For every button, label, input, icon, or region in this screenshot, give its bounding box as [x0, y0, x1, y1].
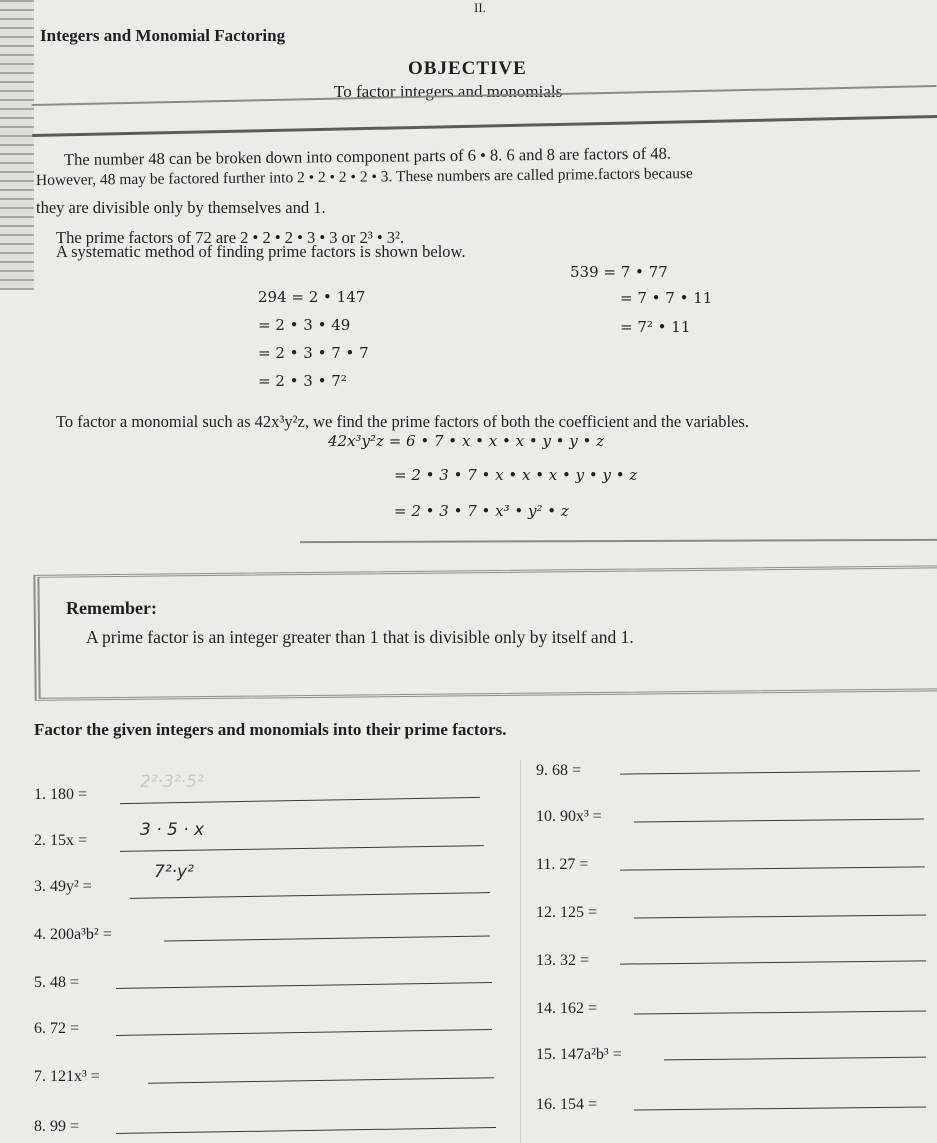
problem-number: 1. — [34, 786, 46, 803]
problem-number: 3. — [34, 878, 46, 895]
problem-number: 8. — [34, 1118, 46, 1135]
problem-expression: 99 = — [50, 1118, 80, 1135]
remember-text: A prime factor is an integer greater than 1 that is divisible only by itself and 1. — [86, 627, 634, 647]
monomial-step: = 2 • 3 • 7 • x • x • x • y • y • z — [394, 466, 638, 484]
objective-text: To factor integers and monomials — [334, 82, 563, 101]
answer-line[interactable] — [634, 914, 926, 918]
answer-line[interactable] — [116, 982, 492, 989]
monomial-intro: To factor a monomial such as 42x³y²z, we find the prime factors of both the coefficient and the variables. — [56, 412, 749, 431]
intro-line-2: However, 48 may be factored further into 2 • 2 • 2 • 2 • 3. These numbers are called prime.factors because — [35, 165, 693, 189]
problem-9 — [536, 762, 581, 780]
problem-expression: 49y² = — [50, 878, 92, 895]
example-539-step: 539 = 7 • 77 — [570, 263, 668, 281]
problem-10 — [536, 808, 602, 826]
example-294-step: = 2 • 3 • 7 • 7 — [258, 344, 369, 362]
page-label: II. — [474, 0, 486, 15]
answer-line[interactable] — [620, 960, 926, 964]
problem-number: 11. — [536, 856, 556, 873]
problem-expression: 68 = — [552, 762, 582, 779]
problem-number: 6. — [34, 1020, 46, 1037]
answer-line[interactable] — [116, 1127, 496, 1134]
answer-line[interactable] — [634, 818, 924, 822]
problem-expression: 162 = — [560, 1000, 598, 1017]
problem-number: 14. — [536, 1000, 556, 1017]
example-539-step: = 7 • 7 • 11 — [620, 289, 713, 307]
intro-line-4: The prime factors of 72 are 2 • 2 • 2 • 3 • 3 or 2³ • 3². — [56, 228, 405, 247]
answer-line[interactable] — [620, 770, 920, 774]
answer-line[interactable] — [634, 1010, 926, 1014]
answer-line[interactable] — [164, 935, 490, 941]
column-divider — [520, 760, 521, 1143]
example-539-step: = 7² • 11 — [620, 318, 691, 336]
answer-line[interactable] — [120, 797, 480, 804]
problem-expression: 90x³ = — [560, 808, 602, 825]
problem-number: 2. — [34, 832, 46, 849]
binding-edge — [0, 0, 34, 290]
problem-3 — [34, 878, 92, 896]
section-divider — [300, 539, 937, 543]
intro-line-3: they are divisible only by themselves and 1. — [36, 198, 326, 217]
answer-text: 3 · 5 · x — [140, 820, 205, 840]
problem-expression: 27 = — [559, 856, 589, 873]
example-294-step: = 2 • 3 • 7² — [258, 372, 347, 390]
page-title: Integers and Monomial Factoring — [40, 26, 286, 45]
problem-1 — [34, 786, 87, 804]
problem-7 — [34, 1068, 100, 1086]
monomial-step: = 2 • 3 • 7 • x³ • y² • z — [394, 502, 569, 520]
answer-text: 2²·3²·5² — [140, 772, 204, 792]
problem-14 — [536, 1000, 597, 1018]
problem-6 — [34, 1020, 79, 1038]
answer-line[interactable] — [620, 866, 925, 870]
problem-number: 7. — [34, 1068, 46, 1085]
problem-number: 9. — [536, 762, 548, 779]
answer-line[interactable] — [148, 1077, 494, 1083]
intro-line-1: The number 48 can be broken down into component parts of 6 • 8. 6 and 8 are factors of 48. — [63, 143, 672, 169]
problem-expression: 72 = — [50, 1020, 80, 1037]
problem-expression: 154 = — [560, 1096, 598, 1113]
problem-15 — [536, 1046, 622, 1064]
answer-line[interactable] — [116, 1029, 492, 1036]
problem-expression: 15x = — [50, 832, 88, 849]
remember-title: Remember: — [66, 598, 157, 618]
problem-5 — [34, 974, 79, 992]
example-294-step: = 2 • 3 • 49 — [258, 316, 351, 334]
monomial-step: 42x³y²z = 6 • 7 • x • x • x • y • y • z — [328, 432, 605, 450]
problem-11 — [536, 856, 588, 874]
problem-expression: 121x³ = — [50, 1068, 100, 1085]
problem-4 — [34, 926, 112, 944]
answer-text: 7²·y² — [154, 862, 194, 882]
intro-line-5: A systematic method of finding prime factors is shown below. — [56, 242, 466, 261]
answer-line[interactable] — [130, 892, 490, 899]
problem-number: 15. — [536, 1046, 556, 1063]
problem-number: 12. — [536, 904, 556, 921]
problem-13 — [536, 952, 589, 970]
problem-12 — [536, 904, 597, 922]
problem-expression: 125 = — [560, 904, 598, 921]
problem-number: 13. — [536, 952, 556, 969]
problem-number: 5. — [34, 974, 46, 991]
problem-number: 4. — [34, 926, 46, 943]
problem-expression: 200a³b² = — [50, 926, 112, 943]
problem-expression: 32 = — [560, 952, 590, 969]
problem-number: 10. — [536, 808, 556, 825]
example-294-step: 294 = 2 • 147 — [258, 288, 366, 306]
problem-expression: 180 = — [50, 786, 88, 803]
problem-16 — [536, 1096, 597, 1114]
problem-number: 16. — [536, 1096, 556, 1113]
objective-heading: OBJECTIVE — [408, 58, 527, 79]
instructions: Factor the given integers and monomials into their prime factors. — [34, 720, 507, 739]
problem-8 — [34, 1118, 79, 1136]
problem-2 — [34, 832, 87, 850]
answer-line[interactable] — [634, 1106, 926, 1110]
answer-line[interactable] — [120, 845, 484, 852]
problem-expression: 147a²b³ = — [560, 1046, 622, 1063]
answer-line[interactable] — [664, 1057, 926, 1061]
problem-expression: 48 = — [50, 974, 80, 991]
